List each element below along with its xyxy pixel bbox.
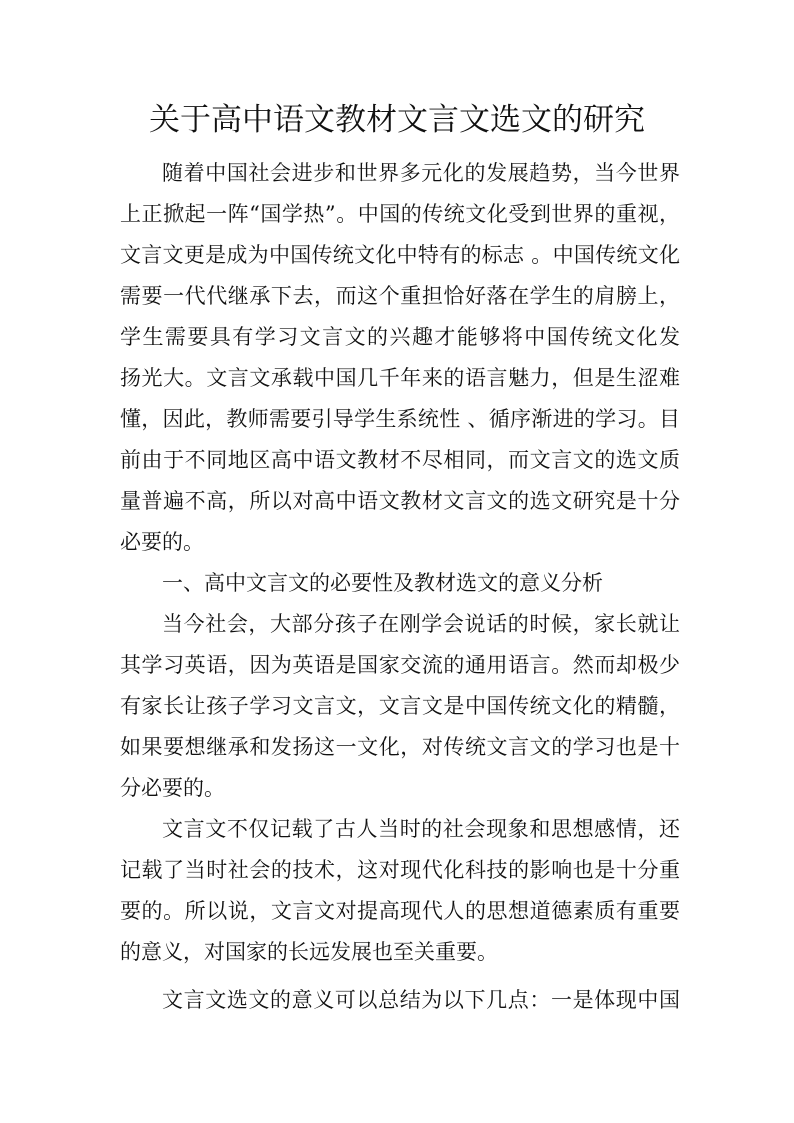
paragraph-line: 学生需要具有学习文言文的兴趣才能够将中国传统文化发 xyxy=(120,325,680,349)
paragraph-line: 上正掀起一阵“国学热”。中国的传统文化受到世界的重视， xyxy=(120,202,680,226)
paragraph-line: 随着中国社会进步和世界多元化的发展趋势，当今世界 xyxy=(162,161,680,185)
paragraph-line: 文言文不仅记载了古人当时的社会现象和思想感情，还 xyxy=(162,817,680,841)
document-title: 关于高中语文教材文言文选文的研究 xyxy=(149,102,645,138)
paragraph-line: 文言文更是成为中国传统文化中特有的标志 。中国传统文化 xyxy=(120,243,680,267)
paragraph-line: 其学习英语，因为英语是国家交流的通用语言。然而却极少 xyxy=(120,653,680,677)
paragraph-line: 文言文选文的意义可以总结为以下几点：一是体现中国 xyxy=(162,988,680,1012)
paragraph-line: 的意义，对国家的长远发展也至关重要。 xyxy=(120,940,498,964)
section-heading-text: 一、高中文言文的必要性及教材选文的意义分析 xyxy=(162,571,603,595)
paragraph-intro xyxy=(120,153,680,563)
paragraph-line: 当今社会，大部分孩子在刚学会说话的时候，家长就让 xyxy=(162,612,680,636)
paragraph-line: 扬光大。文言文承载中国几千年来的语言魅力，但是生涩难 xyxy=(120,366,680,390)
paragraph-line: 有家长让孩子学习文言文，文言文是中国传统文化的精髓， xyxy=(120,694,680,718)
paragraph-line: 懂，因此，教师需要引导学生系统性 、循序渐进的学习。目 xyxy=(120,407,680,431)
paragraph-2 xyxy=(120,604,680,809)
paragraph-4 xyxy=(120,980,680,1021)
paragraph-line: 记载了当时社会的技术，这对现代化科技的影响也是十分重 xyxy=(120,858,680,882)
section-heading xyxy=(120,563,680,604)
paragraph-line: 如果要想继承和发扬这一文化，对传统文言文的学习也是十 xyxy=(120,735,680,759)
paragraph-line: 前由于不同地区高中语文教材不尽相同，而文言文的选文质 xyxy=(120,448,680,472)
paragraph-line: 量普遍不高，所以对高中语文教材文言文的选文研究是十分 xyxy=(120,489,680,513)
paragraph-line: 必要的。 xyxy=(120,530,204,554)
paragraph-line: 分必要的。 xyxy=(120,776,225,800)
paragraph-line: 要的。所以说，文言文对提高现代人的思想道德素质有重要 xyxy=(120,899,680,923)
paragraph-line: 需要一代代继承下去，而这个重担恰好落在学生的肩膀上， xyxy=(120,284,680,308)
paragraph-3 xyxy=(120,809,680,973)
